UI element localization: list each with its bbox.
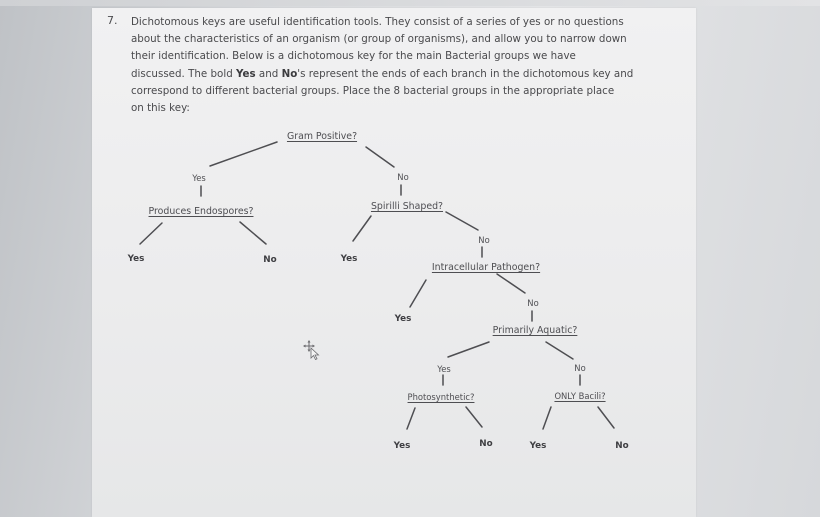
branch-q4-yes: [410, 280, 426, 307]
end-only-bacili-no: No: [615, 441, 629, 451]
end-intracellular-yes: Yes: [394, 314, 412, 324]
question-line-4: discussed. The bold Yes and No's represent the ends of each branch in the dichotomous key and: [131, 67, 634, 80]
question-intracellular-pathogen: Intracellular Pathogen?: [431, 262, 541, 273]
branch-q7-no: [598, 407, 614, 428]
answer-gram-positive-no: No: [397, 172, 409, 182]
answer-spirilli-no: No: [478, 235, 490, 245]
bold-no: No: [281, 67, 298, 80]
branch-q1-no: [366, 147, 394, 167]
branch-q4-no: [497, 274, 525, 293]
question-number: 7.: [107, 14, 118, 27]
question-line-1: Dichotomous keys are useful identification tools. They consist of a series of yes or no questions: [131, 16, 624, 28]
end-photosynthetic-yes: Yes: [393, 441, 411, 451]
branch-q3-yes: [353, 216, 371, 241]
branch-q1-yes: [210, 142, 277, 166]
question-line-6: on this key:: [131, 102, 190, 115]
branch-q5-yes: [448, 342, 489, 357]
branch-q6-yes: [407, 408, 415, 429]
question-gram-positive: Gram Positive?: [286, 131, 358, 142]
end-endospores-yes: Yes: [127, 254, 145, 264]
question-line-3: their identification. Below is a dichotomous key for the main Bacterial groups we have: [131, 50, 576, 63]
question-produces-endospores: Produces Endospores?: [148, 206, 254, 217]
move-cursor-icon: [303, 340, 321, 360]
answer-intracellular-no: No: [527, 298, 539, 308]
question-spirilli-shaped: Spirilli Shaped?: [370, 201, 444, 212]
branch-q3-no: [446, 212, 478, 230]
question-primarily-aquatic: Primarily Aquatic?: [492, 325, 578, 336]
question-line-5: correspond to different bacterial groups. Place the 8 bacterial groups in the appropriate place: [131, 84, 615, 97]
question-only-bacili: ONLY Bacili?: [554, 391, 606, 401]
answer-gram-positive-yes: Yes: [192, 173, 206, 183]
end-spirilli-yes: Yes: [340, 254, 358, 264]
question-photosynthetic: Photosynthetic?: [407, 392, 475, 402]
end-only-bacili-yes: Yes: [529, 441, 547, 451]
branch-q6-no: [466, 407, 482, 427]
branch-q7-yes: [543, 407, 551, 429]
branch-q2-no: [240, 222, 266, 244]
end-endospores-no: No: [263, 255, 277, 265]
bold-yes: Yes: [236, 67, 256, 80]
end-photosynthetic-no: No: [479, 439, 493, 449]
answer-aquatic-yes: Yes: [437, 364, 451, 374]
branch-q5-no: [546, 342, 573, 359]
answer-aquatic-no: No: [574, 363, 586, 373]
question-line-2: about the characteristics of an organism (or group of organisms), and allow you to narrow down: [131, 33, 627, 46]
branch-q2-yes: [140, 223, 162, 244]
